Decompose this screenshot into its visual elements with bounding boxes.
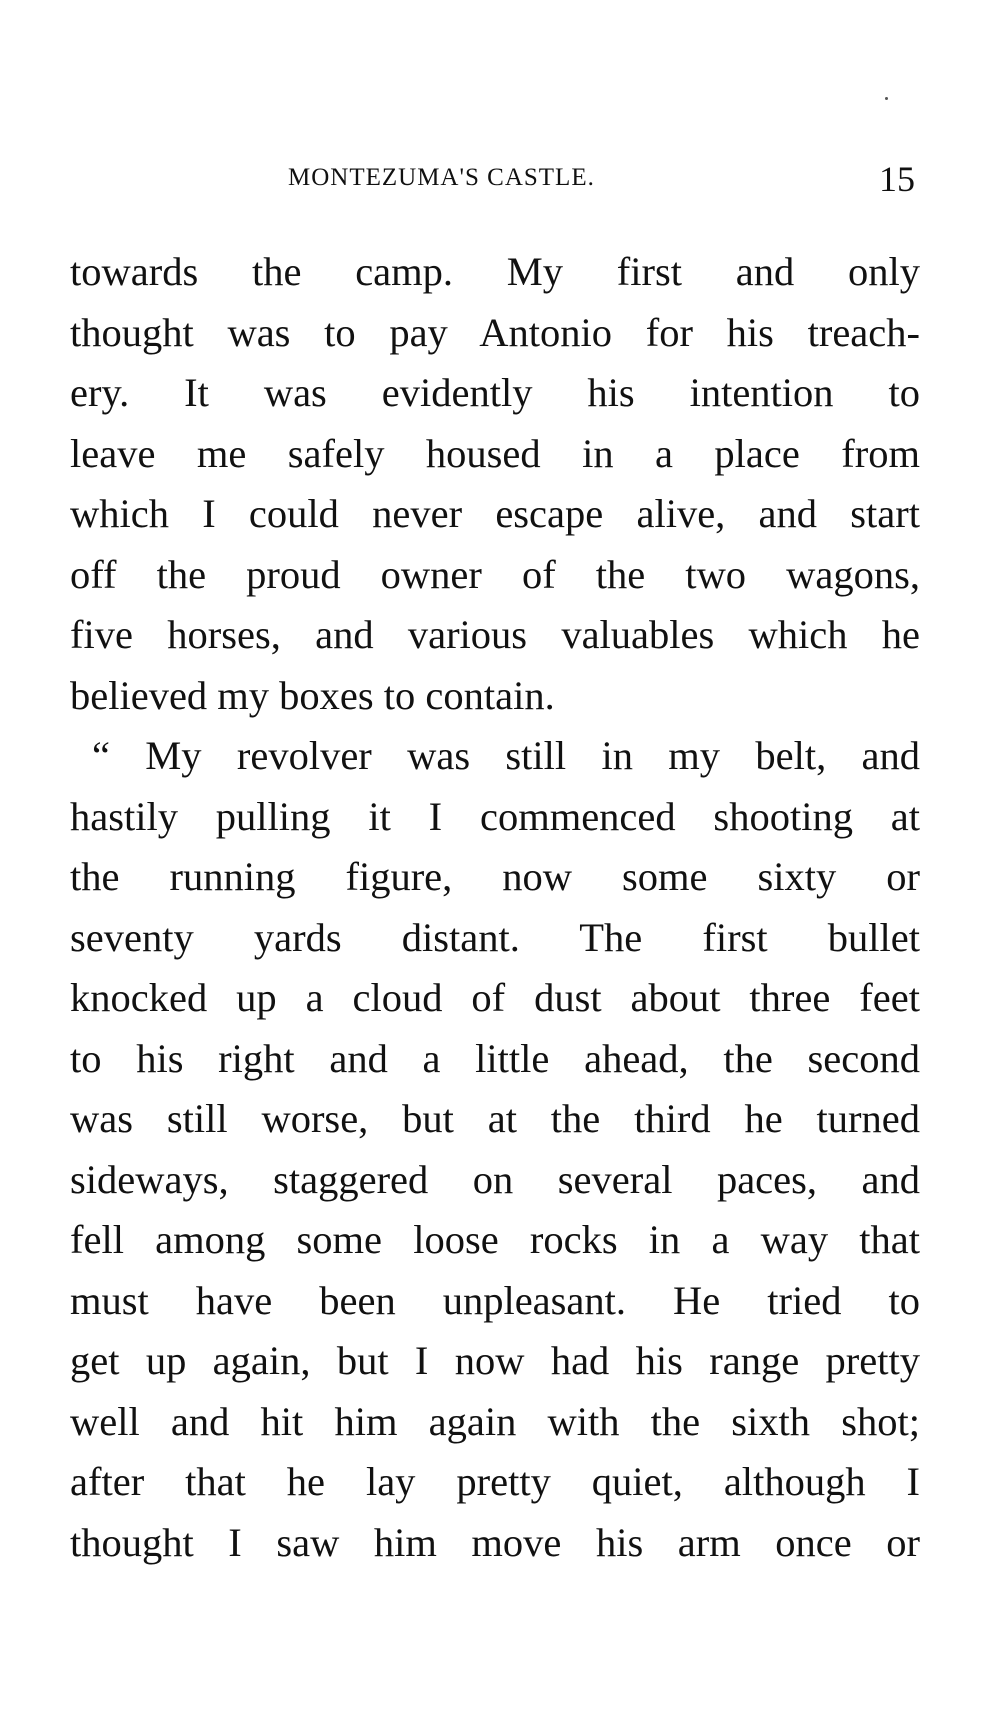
text-line: towards the camp. My first and only xyxy=(70,249,920,294)
text-line: which I could never escape alive, and start xyxy=(70,491,920,536)
text-line: fell among some loose rocks in a way that xyxy=(70,1217,920,1262)
print-speck xyxy=(885,97,888,100)
text-line: to his right and a little ahead, the second xyxy=(70,1035,920,1081)
text-line: get up again, but I now had his range pretty xyxy=(70,1338,920,1383)
text-line: thought was to pay Antonio for his treach- xyxy=(70,309,920,355)
text-line: thought I saw him move his arm once or xyxy=(70,1519,920,1565)
running-title: MONTEZUMA'S CASTLE. xyxy=(288,164,595,191)
text-line: well and hit him again with the sixth shot; xyxy=(70,1398,920,1444)
text-line: sideways, staggered on several paces, and xyxy=(70,1156,920,1202)
text-line: must have been unpleasant. He tried to xyxy=(70,1277,920,1323)
text-line: seventy yards distant. The first bullet xyxy=(70,914,920,960)
text-line: the running figure, now some sixty or xyxy=(70,854,920,899)
text-line: leave me safely housed in a place from xyxy=(70,430,920,476)
body-text xyxy=(70,242,920,1573)
text-line: off the proud owner of the two wagons, xyxy=(70,551,920,597)
page-number: 15 xyxy=(879,159,915,199)
running-head xyxy=(68,156,923,206)
paragraph-end-line: believed my boxes to contain. xyxy=(70,672,555,718)
paragraph-start-line: “ My revolver was still in my belt, and xyxy=(92,733,920,778)
text-line: five horses, and various valuables which he xyxy=(70,612,920,657)
text-line: knocked up a cloud of dust about three feet xyxy=(70,975,920,1020)
text-line: after that he lay pretty quiet, although I xyxy=(70,1459,920,1504)
text-line: ery. It was evidently his intention to xyxy=(70,370,920,415)
text-line: hastily pulling it I commenced shooting at xyxy=(70,793,920,839)
text-line: was still worse, but at the third he turned xyxy=(70,1096,920,1141)
